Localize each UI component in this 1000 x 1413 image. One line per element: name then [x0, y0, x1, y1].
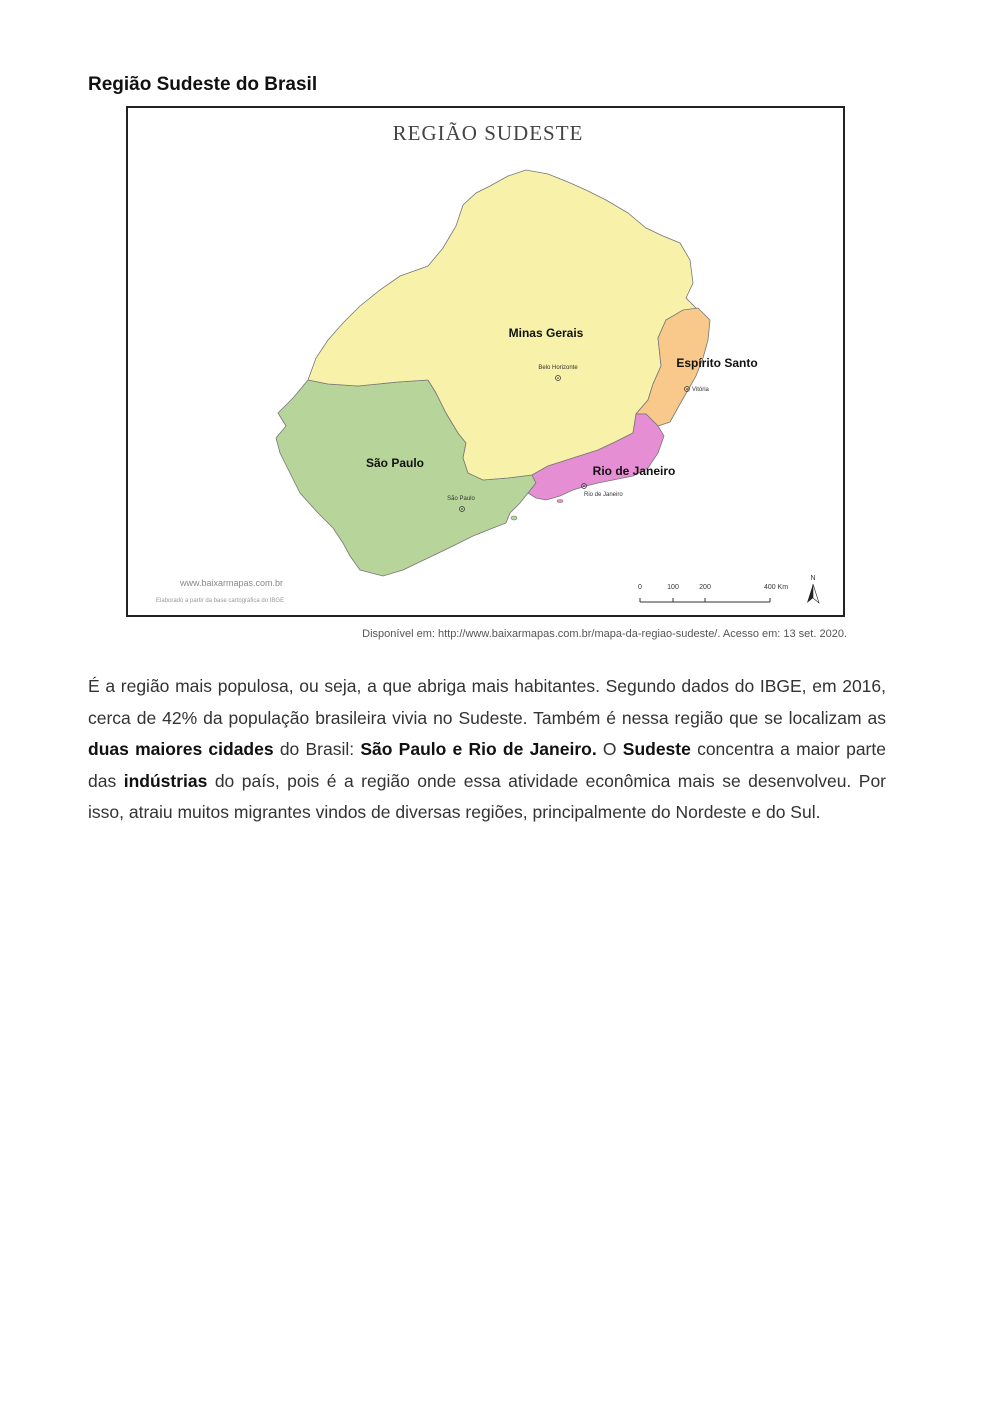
label-rio-de-janeiro: Rio de Janeiro: [592, 464, 676, 478]
southeast-region-map: [126, 106, 845, 617]
scale-bar: [638, 584, 788, 602]
label-vitoria: Vitória: [692, 387, 709, 393]
label-capital-rio-de-janeiro: Rio de Janeiro: [584, 492, 623, 498]
scale-tick-0: 0: [638, 584, 642, 591]
scale-tick-400: 400 Km: [763, 584, 789, 591]
emphasis-industrias: indústrias: [123, 770, 208, 791]
north-label: N: [810, 575, 816, 582]
label-minas-gerais: Minas Gerais: [508, 326, 584, 340]
paragraph-text: do Brasil:: [273, 739, 361, 760]
emphasis-largest-cities: duas maiores cidades: [88, 739, 274, 760]
capital-dot-sao-paulo: [461, 508, 463, 510]
coastal-island: [557, 500, 563, 503]
north-arrow-icon: [807, 575, 819, 603]
label-espirito-santo: Espírito Santo: [676, 356, 758, 370]
paragraph-text: do país, pois é a região onde essa atividade econômica mais se desenvolveu. Por isso, atraiu muitos migrantes vindos de diversas regiões, principalmente do Nordeste e do Sul.: [88, 770, 887, 823]
paragraph-text: O: [596, 739, 623, 760]
emphasis-sao-paulo-rio: São Paulo e Rio de Janeiro.: [360, 739, 597, 760]
scale-tick-100: 100: [667, 584, 679, 591]
map-credit-url: www.baixarmapas.com.br: [180, 578, 284, 588]
map-title: REGIÃO SUDESTE: [392, 121, 584, 145]
coastal-island: [511, 516, 517, 520]
label-sao-paulo: São Paulo: [365, 456, 425, 470]
page-heading: Região Sudeste do Brasil: [88, 74, 318, 95]
scale-tick-200: 200: [699, 584, 711, 591]
map-caption: Disponível em: http://www.baixarmapas.com.br/mapa-da-regiao-sudeste/. Acesso em: 13 set. 2020.: [362, 628, 847, 640]
emphasis-sudeste: Sudeste: [622, 739, 691, 760]
map-credit-source: Elaborado a partir da base cartográfica do IBGE: [156, 598, 285, 604]
paragraph-text: concentra a maior parte das: [88, 739, 886, 791]
body-paragraph: [88, 671, 886, 829]
map-canvas: [128, 108, 843, 615]
label-capital-sao-paulo: São Paulo: [447, 496, 475, 502]
label-belo-horizonte: Belo Horizonte: [538, 365, 578, 371]
capital-dot-rio-de-janeiro: [583, 485, 585, 487]
capital-dot-belo-horizonte: [557, 377, 559, 379]
capital-dot-vitoria: [686, 388, 688, 390]
paragraph-text: É a região mais populosa, ou seja, a que abriga mais habitantes. Segundo dados do IBGE, em 2016, cerca de 42% da população brasileira vivia no Sudeste. Também é nessa região que se localizam as: [88, 676, 886, 728]
